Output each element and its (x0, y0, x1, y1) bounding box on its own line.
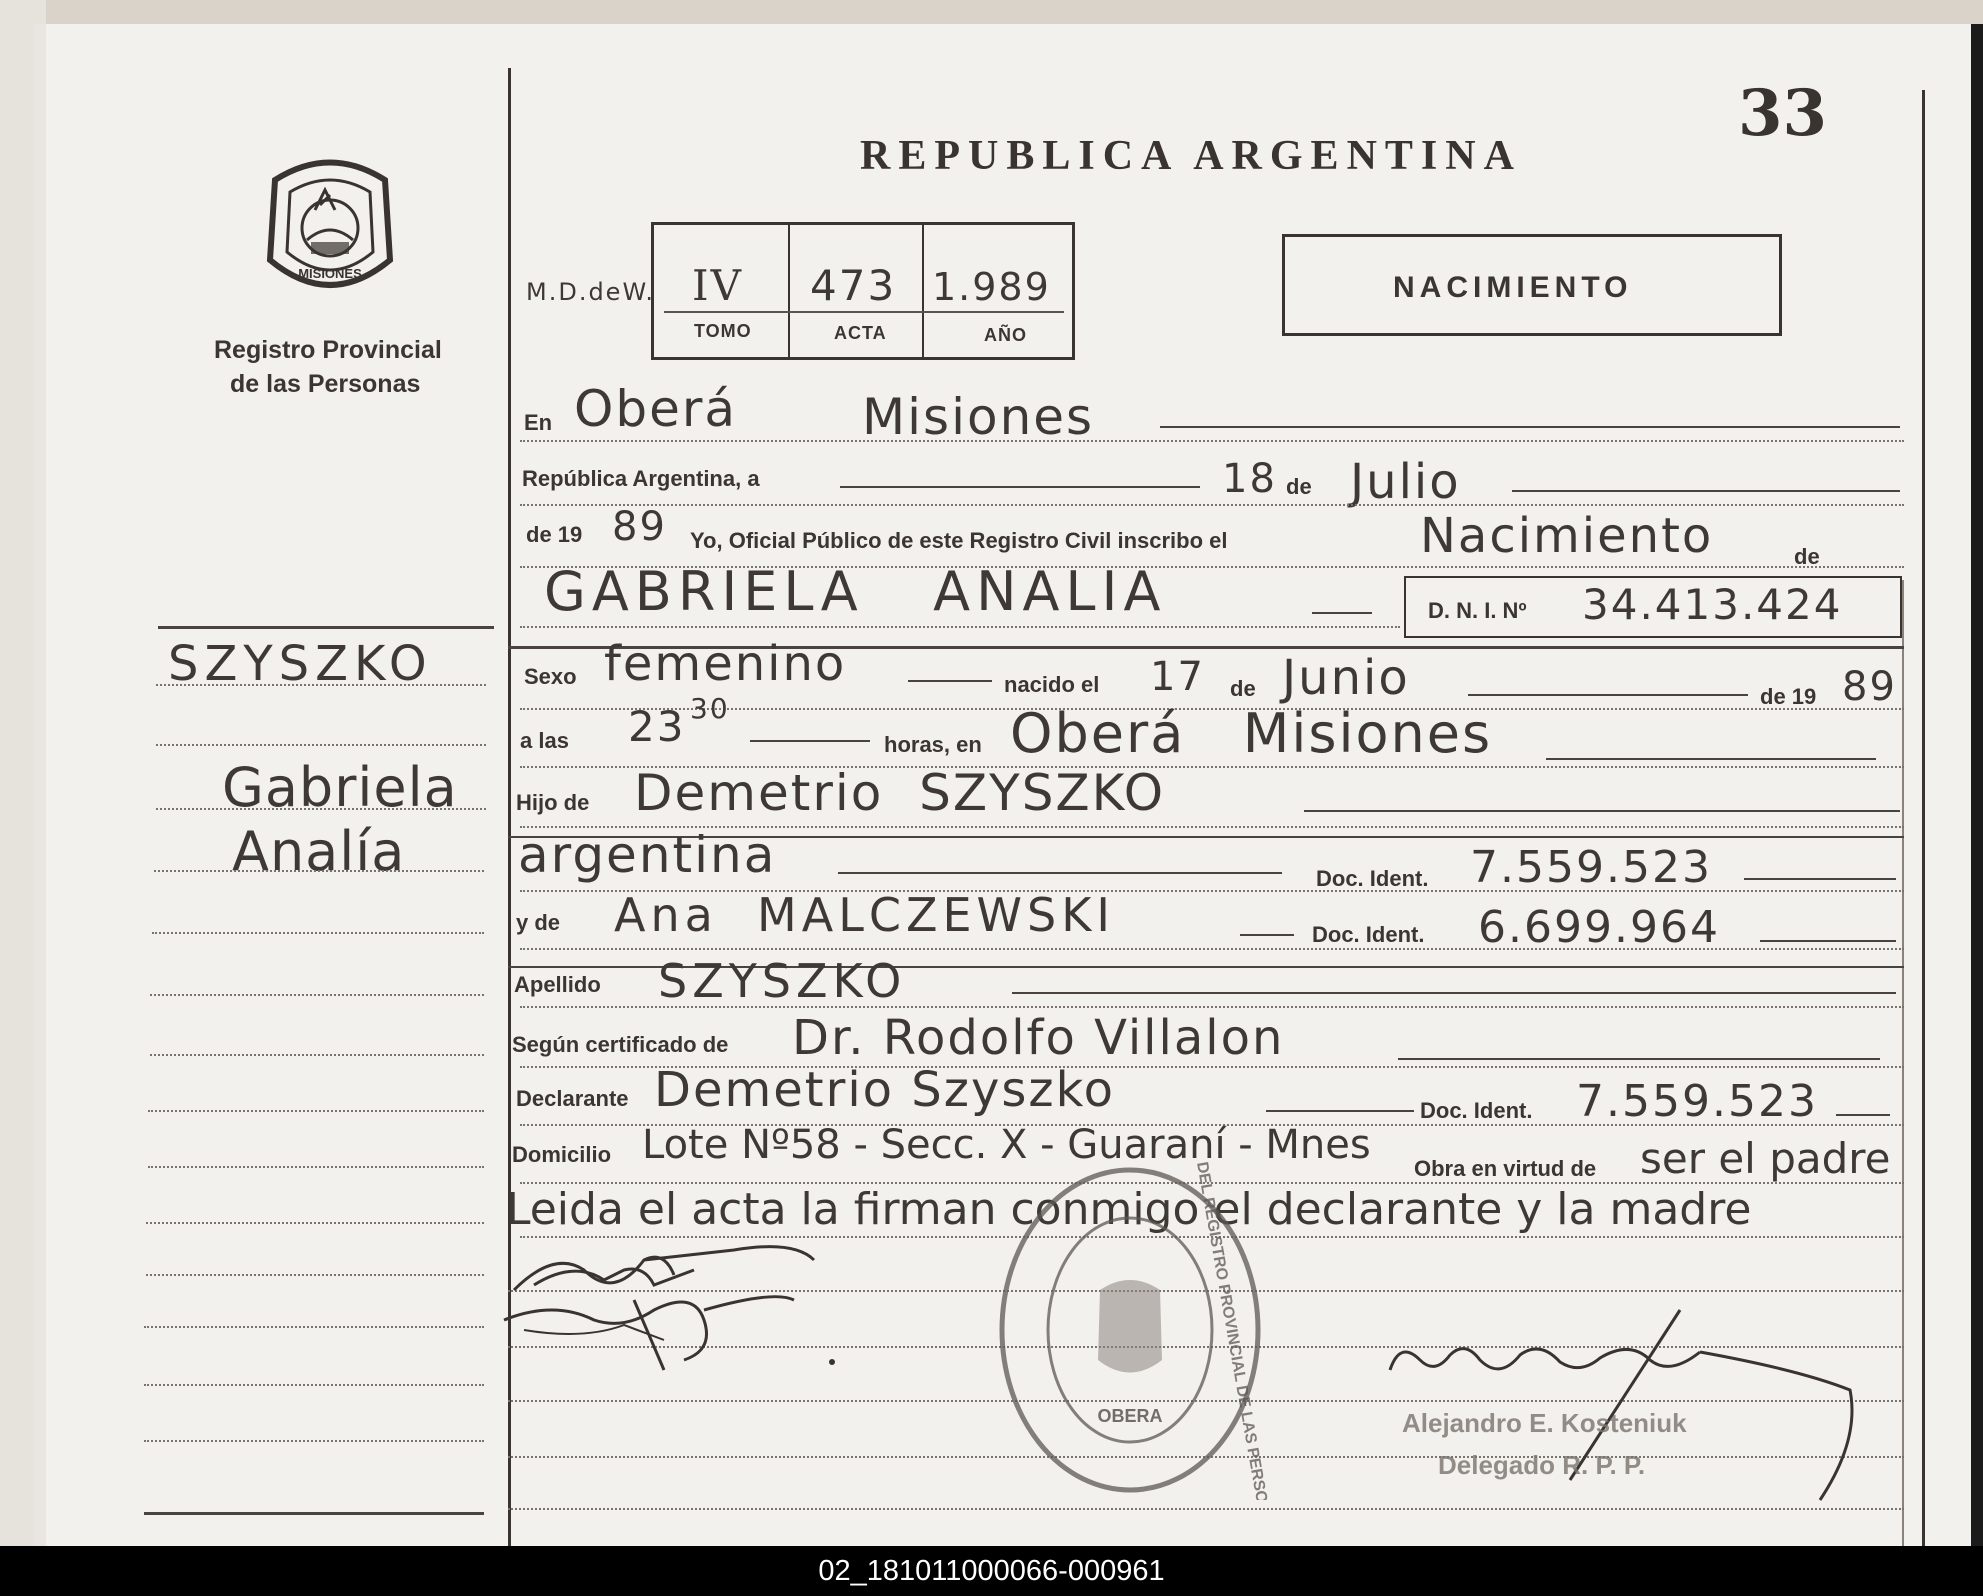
fill-line (840, 486, 1200, 488)
right-border (1922, 90, 1925, 1546)
de19-label-2: de 19 (1760, 684, 1817, 709)
act-type: Nacimiento (1420, 508, 1714, 564)
fill-line (1240, 934, 1294, 936)
fill-line (1836, 1114, 1890, 1116)
dotted-line (520, 1006, 1904, 1008)
page-number: 33 (1738, 76, 1828, 151)
apellido-label: Apellido (514, 972, 601, 997)
image-caption: 02_181011000066-000961 (0, 1546, 1983, 1596)
margin-dotted-line (156, 684, 486, 686)
doc-ident-label-3: Doc. Ident. (1420, 1098, 1533, 1123)
registry-name-line2: de las Personas (230, 370, 421, 398)
fill-line (1304, 810, 1900, 812)
margin-dotted-line (152, 932, 484, 934)
de-label-3: de (1230, 676, 1256, 701)
registration-box (651, 222, 1075, 360)
fill-line (1312, 612, 1372, 614)
hijo-label: Hijo de (516, 790, 590, 815)
stamp-city: OBERA (1097, 1406, 1163, 1426)
birth-day: 17 (1150, 654, 1205, 700)
registration-year-suffix: 89 (612, 504, 667, 550)
obra-value: ser el padre (1640, 1134, 1891, 1183)
leida-text: Leida el acta la firman conmigo el declarante y la madre (506, 1184, 1752, 1235)
margin-dotted-line (144, 1326, 484, 1328)
birth-month: Junio (1282, 650, 1410, 706)
margin-dotted-line (150, 1054, 484, 1056)
registration-day: 18 (1222, 456, 1277, 502)
tomo-label: TOMO (694, 321, 752, 341)
fill-line (1546, 758, 1876, 760)
misiones-coat-of-arms (255, 150, 405, 300)
doc-ident-label: Doc. Ident. (1316, 866, 1429, 891)
de-label: de (1286, 474, 1312, 499)
margin-dotted-line (154, 870, 484, 872)
apellido-value: SZYSZKO (658, 954, 907, 1008)
margin-second-name: Analía (232, 820, 406, 883)
fill-line (1012, 992, 1896, 994)
official-title: Delegado R. P. P. (1438, 1450, 1646, 1480)
child-name: GABRIELA ANALIA (544, 560, 1167, 623)
father-doc: 7.559.523 (1470, 842, 1712, 893)
dotted-line (520, 948, 1904, 950)
certificado-value: Dr. Rodolfo Villalon (792, 1010, 1285, 1066)
declarant-signatures (494, 1230, 894, 1380)
domicilio-label: Domicilio (512, 1142, 612, 1167)
republic-title: REPUBLICA ARGENTINA (860, 133, 1522, 179)
margin-dotted-line (144, 1384, 484, 1386)
en-label: En (524, 410, 553, 435)
fill-line (1266, 1110, 1414, 1112)
acta-label: ACTA (834, 323, 887, 343)
margin-dotted-line (148, 1166, 484, 1168)
record-type: NACIMIENTO (1393, 271, 1633, 304)
place-city: Oberá (574, 380, 738, 438)
acta-value: 473 (810, 261, 897, 310)
father-nationality: argentina (518, 826, 777, 884)
declarante-label: Declarante (516, 1086, 629, 1111)
birth-hour: 23 (628, 702, 686, 751)
obra-label: Obra en virtud de (1414, 1156, 1597, 1181)
dotted-line (520, 626, 1400, 628)
page-edge (34, 24, 46, 1546)
declarante-doc: 7.559.523 (1576, 1076, 1818, 1127)
margin-dotted-line (144, 1440, 484, 1442)
sexo-value: femenino (604, 636, 847, 692)
domicilio-value: Lote Nº58 - Secc. X - Guaraní - Mnes (642, 1122, 1371, 1168)
y-de-label: y de (516, 910, 561, 935)
margin-first-name: Gabriela (222, 756, 458, 819)
mother-name: Ana MALCZEWSKI (614, 888, 1115, 942)
birth-place: Oberá Misiones (1010, 702, 1493, 765)
margin-dotted-line (146, 1222, 484, 1224)
registry-name-line1: Registro Provincial (214, 336, 442, 364)
fill-line (838, 872, 1282, 874)
nacido-label: nacido el (1004, 672, 1100, 697)
margin-dotted-line (156, 808, 486, 810)
margin-dotted-line (156, 744, 486, 746)
dotted-line (520, 504, 1904, 506)
oficial-text: Yo, Oficial Público de este Registro Civil inscribo el (690, 528, 1228, 553)
father-name: Demetrio SZYSZKO (634, 764, 1166, 822)
fill-line (1744, 878, 1896, 880)
margin-surname: SZYSZKO (168, 636, 433, 692)
margin-dotted-line (148, 1110, 484, 1112)
republica-label: República Argentina, a (522, 466, 760, 491)
horas-label: horas, en (884, 732, 982, 757)
segun-label: Según certificado de (512, 1032, 729, 1057)
fill-line (1468, 694, 1748, 696)
doc-ident-label-2: Doc. Ident. (1312, 922, 1425, 947)
seal-ring-text: MISIONES (298, 266, 362, 281)
official-stamp (990, 1160, 1270, 1500)
place-province: Misiones (862, 388, 1095, 446)
a-las-label: a las (520, 728, 569, 753)
fill-line (1760, 940, 1896, 942)
dni-box (1404, 576, 1902, 638)
margin-dotted-line (146, 1274, 484, 1276)
mdw-label: M.D.deW. (526, 278, 656, 306)
fill-line (1512, 490, 1900, 492)
stamp-ring-text: DEL REGISTRO PROVINCIAL DE LAS PERSONAS (1193, 1160, 1270, 1500)
official-name: Alejandro E. Kosteniuk (1402, 1408, 1687, 1438)
fill-line (1160, 426, 1900, 428)
tomo-value: IV (692, 261, 743, 310)
fill-line (908, 680, 992, 682)
record-type-box (1282, 234, 1782, 336)
de-label-2: de (1794, 544, 1820, 569)
birth-minutes: 30 (690, 692, 730, 725)
fill-line (750, 740, 870, 742)
mother-doc: 6.699.964 (1478, 902, 1720, 953)
fill-line (1398, 1058, 1880, 1060)
de19-label: de 19 (526, 522, 583, 547)
dni-value: 34.413.424 (1582, 580, 1843, 629)
birth-year-suffix: 89 (1842, 664, 1897, 710)
anio-value: 1.989 (932, 265, 1051, 309)
anio-label: AÑO (984, 325, 1027, 345)
dotted-line (520, 440, 1904, 442)
sexo-label: Sexo (524, 664, 577, 689)
margin-dotted-line (150, 994, 484, 996)
declarante-value: Demetrio Szyszko (654, 1062, 1116, 1118)
book-cover-edge (0, 0, 1983, 24)
registration-month: Julio (1350, 454, 1461, 510)
margin-top-rule (158, 626, 494, 629)
dni-label: D. N. I. Nº (1428, 598, 1527, 623)
margin-bottom-rule (144, 1512, 484, 1515)
